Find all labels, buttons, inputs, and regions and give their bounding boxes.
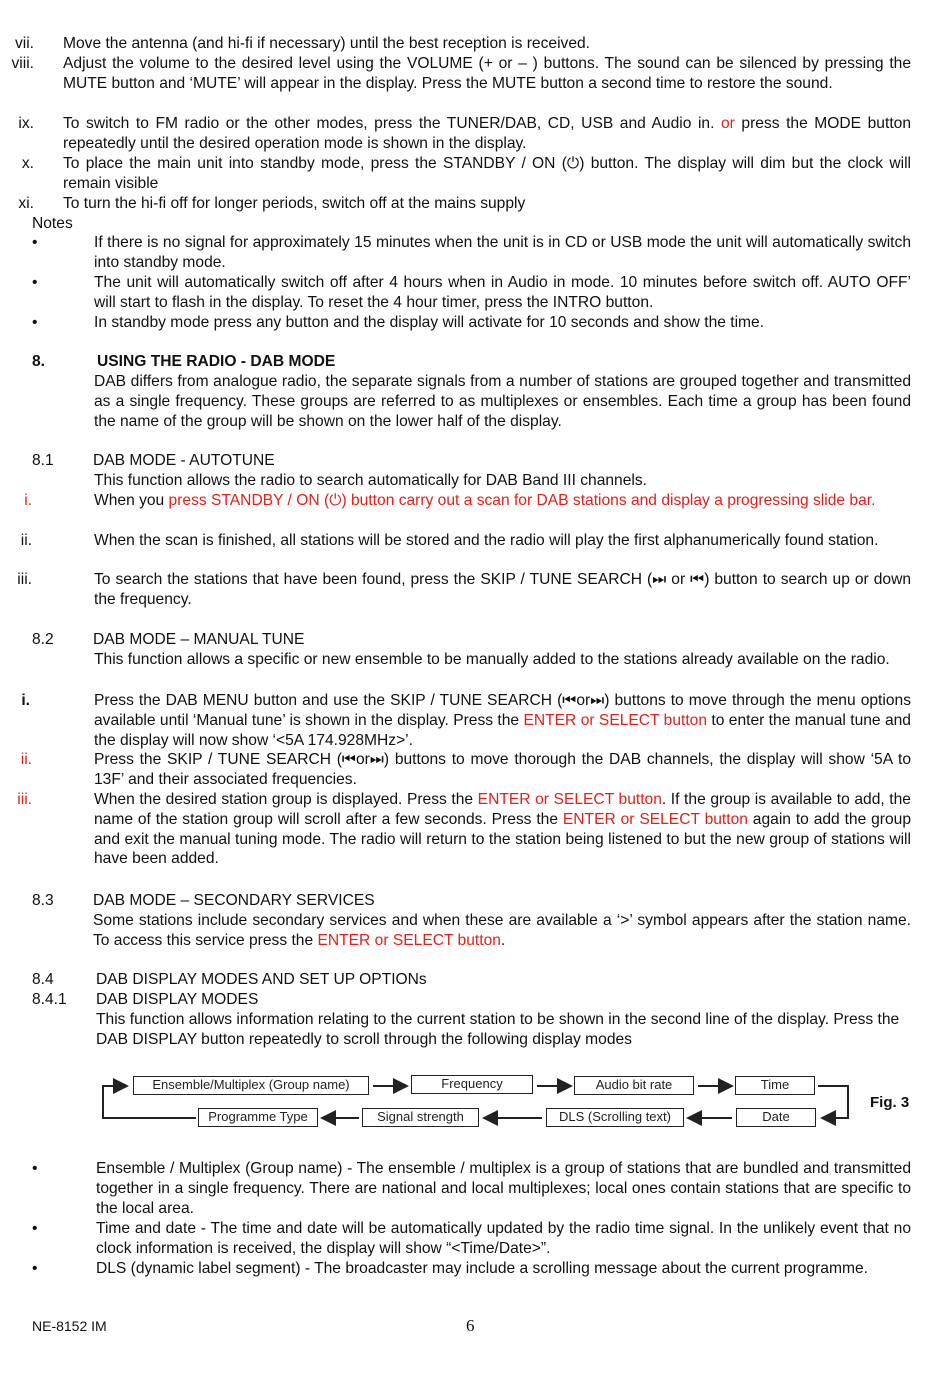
page-number: 6 (466, 1316, 475, 1335)
paragraph: This function allows the radio to search automatically for DAB Band III channels. (94, 472, 647, 489)
step-number: ix. (18, 115, 34, 132)
section-number: 8. (32, 353, 46, 370)
mode-date-box: Date (736, 1108, 816, 1127)
mode-description-text: Time and date - The time and date will be automatically updated by the radio time signal. In the unlikely event that no clock information is received, the display will show “<Time/Date>”. (96, 1220, 911, 1257)
step-number: viii. (11, 55, 34, 72)
step-number: ii. (20, 751, 32, 768)
power-icon: ⏻ (329, 492, 342, 509)
step-text: When the desired station group is displayed. Press the ENTER or SELECT button. If the group is available to add, the name of the station group will scroll after a few seconds. Press the ENTER or SELECT button again to add the group and exit the manual tuning mode. The radio will return to the station being listened to but the new group of stations will have been added. (94, 791, 911, 868)
step-text: When the scan is finished, all stations will be stored and the radio will play the first alphanumerically found station. (94, 532, 879, 549)
skip-prev-icon: ⏮ (562, 692, 577, 709)
mode-ensemble-box: Ensemble/Multiplex (Group name) (133, 1076, 369, 1095)
document-id: NE-8152 IM (32, 1318, 107, 1334)
mode-programme-type-box: Programme Type (198, 1108, 318, 1127)
step-number: ii. (20, 532, 32, 549)
mode-description-text: DLS (dynamic label segment) - The broadcaster may include a scrolling message about the current programme. (96, 1260, 868, 1277)
section-number: 8.4 (32, 971, 54, 988)
bullet-icon: • (32, 1260, 38, 1277)
mode-time-box: Time (735, 1076, 815, 1095)
step-text: When you press STANDBY / ON (⏻) button carry out a scan for DAB stations and display a progressing slide bar. (94, 492, 876, 509)
mode-description-text: Ensemble / Multiplex (Group name) - The ensemble / multiplex is a group of stations that are bundled and transmitted together in a single frequency. There are national and local multiplexes; local ones contain stations that are specific to the local area. (96, 1160, 911, 1217)
mode-bitrate-box: Audio bit rate (574, 1076, 694, 1095)
skip-prev-icon: ⏮ (341, 751, 356, 768)
paragraph: This function allows information relating to the current station to be shown in the second line of the display. Press the DAB DISPLAY button repeatedly to scroll through the following display modes (96, 1011, 900, 1048)
step-text: Move the antenna (and hi-fi if necessary) until the best reception is received. (63, 35, 591, 52)
step-text: To search the stations that have been found, press the SKIP / TUNE SEARCH (⏭ or ⏮) button to search up or down the frequency. (94, 571, 911, 608)
section-number: 8.1 (32, 452, 54, 469)
skip-next-icon: ⏭ (652, 571, 667, 588)
power-icon: ⏻ (566, 155, 580, 172)
step-number: i. (21, 692, 30, 709)
paragraph: Some stations include secondary services and when these are available a ‘>’ symbol appears after the station name. To access this service press the ENTER or SELECT button. (93, 912, 911, 949)
bullet-icon: • (32, 234, 38, 251)
bullet-icon: • (32, 1220, 38, 1237)
paragraph: This function allows a specific or new ensemble to be manually added to the stations already available on the radio. (94, 651, 890, 668)
step-number: vii. (14, 35, 34, 52)
notes-title: Notes (32, 215, 73, 232)
section-title: USING THE RADIO - DAB MODE (97, 353, 336, 370)
bullet-icon: • (32, 314, 38, 331)
section-title: DAB DISPLAY MODES AND SET UP OPTIONs (96, 971, 427, 988)
note-text: If there is no signal for approximately 15 minutes when the unit is in CD or USB mode the unit will automatically switch into standby mode. (94, 234, 911, 271)
section-title: DAB DISPLAY MODES (96, 991, 259, 1008)
skip-prev-icon: ⏮ (690, 571, 705, 588)
step-text: Adjust the volume to the desired level using the VOLUME (+ or – ) buttons. The sound can be silenced by pressing the MUTE button and ‘MUTE’ will appear in the display. Press the MUTE button a second time to restore the sound. (63, 55, 911, 92)
note-text: The unit will automatically switch off after 4 hours when in Audio in mode. 10 minutes before switch off. AUTO OFF’ will start to flash in the display. To reset the 4 hour timer, press the INTRO button. (94, 274, 911, 311)
step-number: xi. (18, 195, 34, 212)
section-title: DAB MODE – MANUAL TUNE (93, 631, 305, 648)
paragraph: DAB differs from analogue radio, the separate signals from a number of stations are grouped together and transmitted as a single frequency. These groups are referred to as multiplexes or ensembles. Each time a group has been found the name of the group will be shown on the lower half of the display. (94, 373, 911, 430)
step-number: iii. (17, 791, 32, 808)
step-number: i. (24, 492, 32, 509)
mode-dls-box: DLS (Scrolling text) (546, 1108, 684, 1127)
step-text: Press the DAB MENU button and use the SKIP / TUNE SEARCH (⏮or⏭) buttons to move through the menu options available until ‘Manual tune’ is shown in the display. Press the ENTER or SELECT button to enter the manual tune and the display will now show ‘<5A 174.928MHz>’. (94, 692, 911, 749)
step-text: Press the SKIP / TUNE SEARCH (⏮or⏭) buttons to move thorough the DAB channels, the display will show ‘5A to 13F’ and their associated frequencies. (94, 751, 911, 788)
note-text: In standby mode press any button and the display will activate for 10 seconds and show the time. (94, 314, 765, 331)
step-number: x. (21, 155, 34, 172)
figure-label: Fig. 3 (870, 1094, 910, 1111)
section-title: DAB MODE – SECONDARY SERVICES (93, 892, 375, 909)
section-number: 8.2 (32, 631, 54, 648)
display-modes-diagram (0, 1070, 950, 1140)
section-title: DAB MODE - AUTOTUNE (93, 452, 275, 469)
step-text: To turn the hi-fi off for longer periods, switch off at the mains supply (63, 195, 526, 212)
skip-next-icon: ⏭ (590, 692, 605, 709)
section-number: 8.3 (32, 892, 54, 909)
mode-frequency-box: Frequency (411, 1075, 533, 1094)
section-number: 8.4.1 (32, 991, 67, 1008)
mode-signal-box: Signal strength (362, 1108, 479, 1127)
step-text: To switch to FM radio or the other modes, press the TUNER/DAB, CD, USB and Audio in. or press the MODE button repeatedly until the desired operation mode is shown in the display. (63, 115, 911, 152)
bullet-icon: • (32, 1160, 38, 1177)
bullet-icon: • (32, 274, 38, 291)
step-number: iii. (17, 571, 32, 588)
skip-next-icon: ⏭ (369, 751, 384, 768)
step-text: To place the main unit into standby mode, press the STANDBY / ON (⏻) button. The display will dim but the clock will remain visible (63, 155, 911, 192)
